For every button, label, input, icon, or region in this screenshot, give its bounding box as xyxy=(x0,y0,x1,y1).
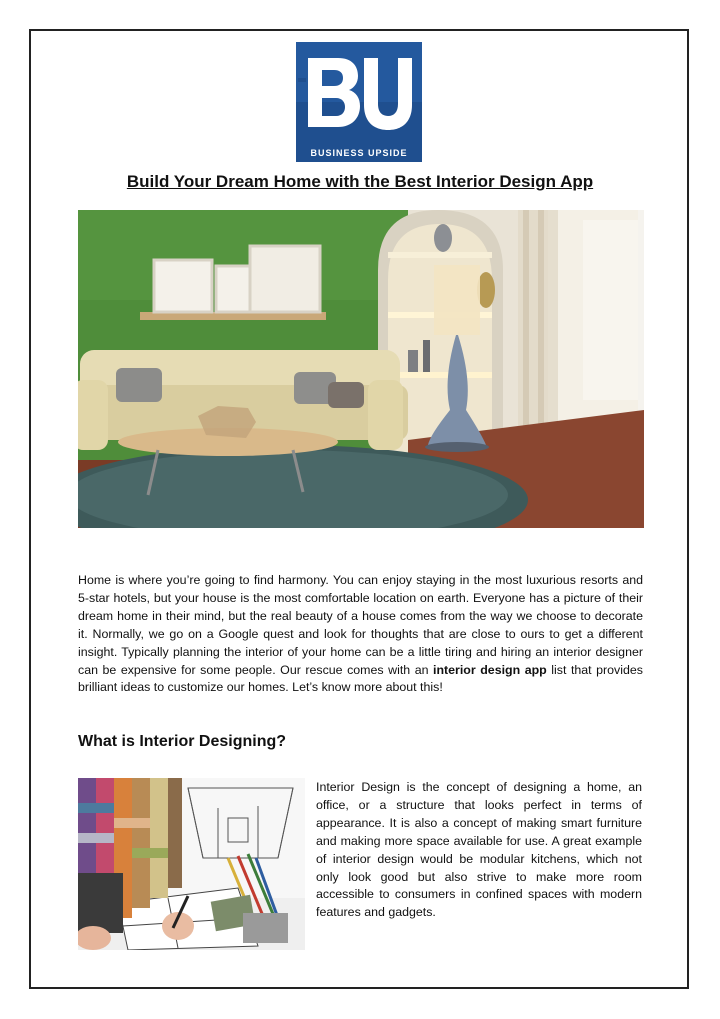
hero-image xyxy=(78,210,644,528)
intro-text-1: Home is where you’re going to find harmony. You can enjoy staying in the most luxurious resorts and 5-star hotels, but your house is the most comfortable location on earth. Everyone has a picture of their dream home in their mind, but the real beauty of a house comes from the way we choose to decorate it. Normally, we go on a Google quest and look for thoughts that are close to ours to get a different insight. Typically planning the interior of your home can be a little tiring and hiring an interior designer can be expensive for some people. Our rescue comes with an xyxy=(78,573,643,677)
interior-design-app-link[interactable]: interior design app xyxy=(433,662,547,677)
intro-paragraph xyxy=(78,572,643,697)
page-title: Build Your Dream Home with the Best Interior Design App xyxy=(126,172,594,191)
business-upside-logo xyxy=(296,42,422,162)
section-image xyxy=(78,778,305,950)
logo-tagline: BUSINESS UPSIDE xyxy=(310,148,408,158)
section-heading: What is Interior Designing? xyxy=(78,733,287,750)
intro-text-2: list that provides brilliant ideas to customize our homes. Let’s know more about this! xyxy=(78,662,643,695)
section-paragraph: Interior Design is the concept of designing a home, an office, or a structure that looks perfect in terms of appearance. It is also a concept of making smart furniture and making more space available for use. A great example of interior design would be modular kitchens, which not only look good but also strive to make more room accessible to consumers in confined spaces with modern features and gadgets. xyxy=(316,780,642,920)
